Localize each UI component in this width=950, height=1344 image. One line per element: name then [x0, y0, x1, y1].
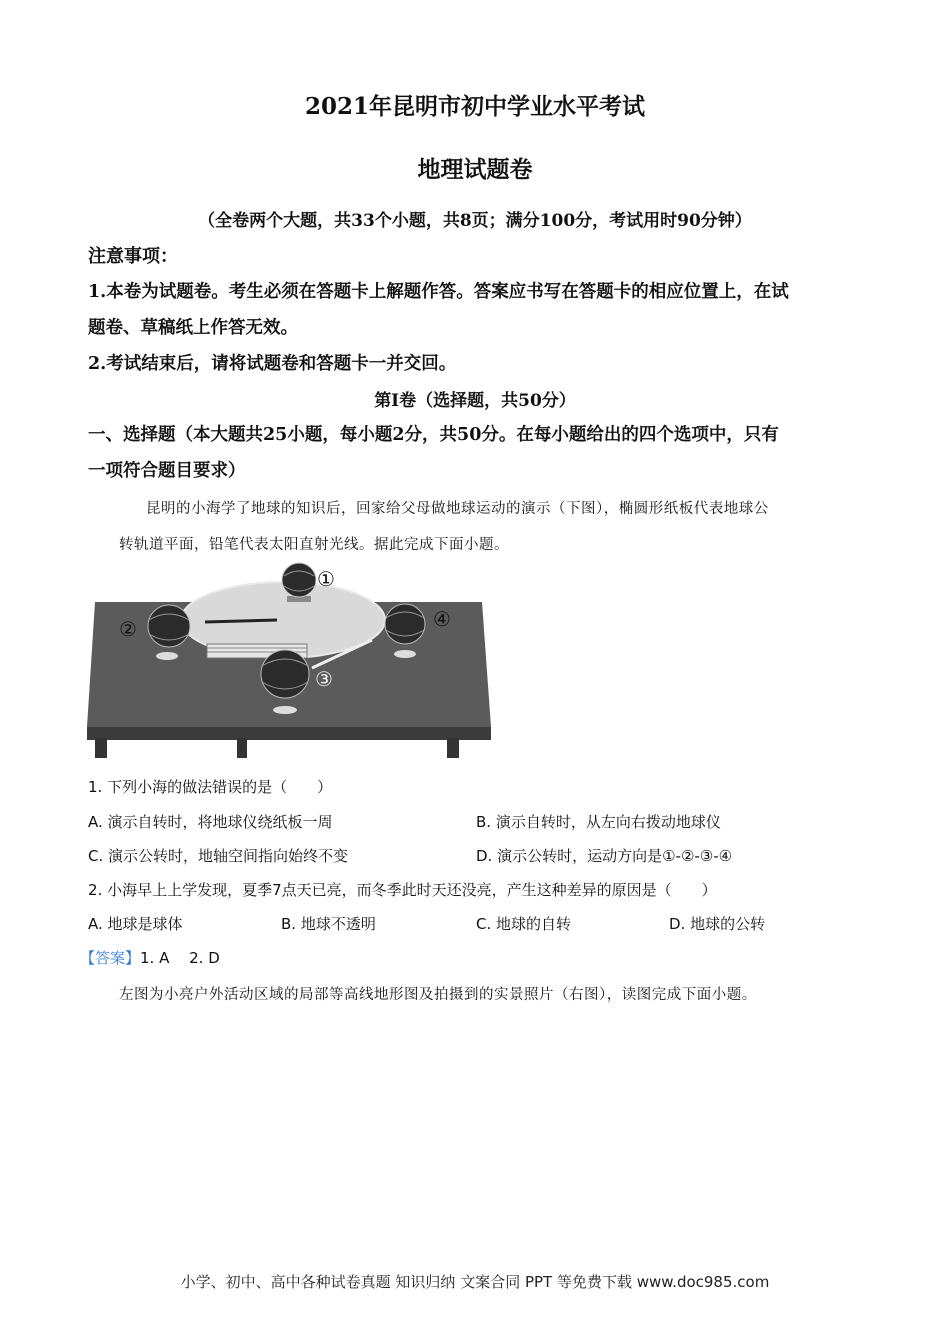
intro-line-2: 转轨道平面，铅笔代表太阳直射光线。据此完成下面小题。 [119, 537, 509, 553]
section-1-line-1: 一、选择题（本大题共25小题，每小题2分，共50分。在每小题给出的四个选项中，只有 [88, 425, 779, 445]
intro-line-1: 昆明的小海学了地球的知识后，回家给父母做地球运动的演示（下图），椭圆形纸板代表地球公 [146, 501, 769, 517]
globe-1 [282, 563, 316, 602]
paper-subtitle: 地理试题卷 [417, 156, 533, 183]
figure-label-1: ① [317, 567, 335, 591]
part-1-heading: 第Ⅰ卷（选择题，共50分） [374, 391, 576, 411]
earth-motion-demo-figure [87, 562, 493, 758]
question-2-option-c: C. 地球的自转 [476, 915, 572, 933]
question-1-option-b: B. 演示自转时，从左向右拨动地球仪 [476, 813, 721, 831]
question-2-option-d: D. 地球的公转 [669, 915, 766, 933]
answer-line [80, 947, 220, 968]
note-2: 2.考试结束后，请将试题卷和答题卡一并交回。 [88, 354, 457, 374]
section-1-line-2: 一项符合题目要求） [88, 461, 246, 481]
question-2-option-a: A. 地球是球体 [88, 915, 183, 933]
note-1-line-2: 题卷、草稿纸上作答无效。 [88, 318, 298, 338]
question-1-option-c: C. 演示公转时，地轴空间指向始终不变 [88, 847, 349, 865]
exam-title: 2021年昆明市初中学业水平考试 [304, 93, 645, 120]
question-2-option-b: B. 地球不透明 [281, 915, 376, 933]
notes-heading: 注意事项： [88, 246, 178, 267]
note-1-line-1: 1.本卷为试题卷。考生必须在答题卡上解题作答。答案应书写在答题卡的相应位置上，在试 [88, 282, 789, 302]
question-1-stem: 1. 下列小海的做法错误的是（ ） [88, 778, 333, 796]
table-edge [87, 727, 491, 740]
figure-label-4: ④ [433, 607, 451, 631]
pencil [205, 620, 277, 622]
next-question-intro: 左图为小亮户外活动区域的局部等高线地形图及拍摄到的实景照片（右图），读图完成下面小题。 [119, 987, 757, 1003]
figure-label-3: ③ [315, 667, 333, 691]
answer-tag: 【答案】 [80, 949, 141, 967]
footer-text: 小学、初中、高中各种试卷真题 知识归纳 文案合同 PPT 等免费下载 www.doc985.com [180, 1273, 770, 1291]
question-1-option-a: A. 演示自转时，将地球仪绕纸板一周 [88, 813, 333, 831]
answer-text: 1. A 2. D [140, 949, 220, 967]
figure-label-2: ② [119, 617, 137, 641]
question-1-option-d: D. 演示公转时，运动方向是①-②-③-④ [476, 847, 733, 865]
exam-scope: （全卷两个大题，共33个小题，共8页；满分100分，考试用时90分钟） [198, 211, 752, 231]
question-2-stem: 2. 小海早上上学发现，夏季7点天已亮，而冬季此时天还没亮，产生这种差异的原因是（ ） [88, 881, 717, 899]
